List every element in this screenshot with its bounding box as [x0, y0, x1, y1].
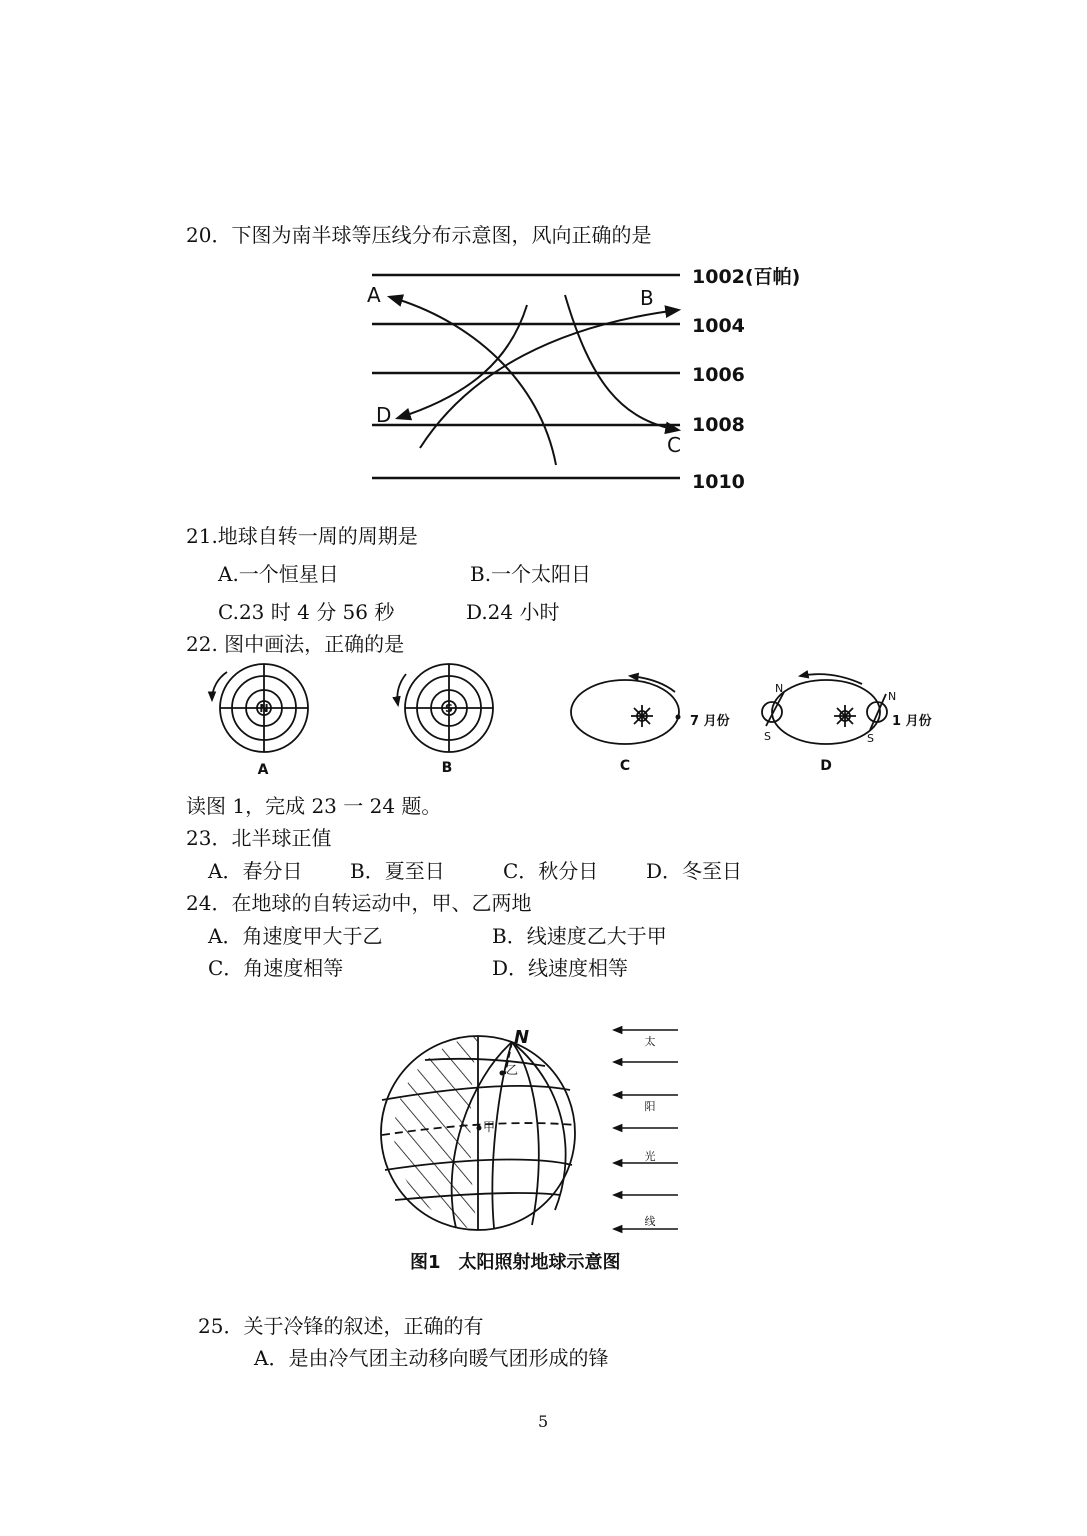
isobar-label-1006: 1006 — [692, 364, 745, 386]
diagram-d-month: 1 月份 — [892, 714, 932, 729]
diagram-a-label: A — [257, 762, 269, 778]
read-intro: 读图 1，完成 23 一 24 题。 — [186, 794, 442, 818]
sunlight-char-4: 线 — [644, 1215, 656, 1228]
diagram-a-pole: N — [259, 702, 269, 715]
q24-option-c: C．角速度相等 — [208, 956, 344, 980]
sunlight-char-3: 光 — [644, 1150, 656, 1163]
q25-option-a: A．是由冷气团主动移向暖气团形成的锋 — [254, 1346, 609, 1370]
q21-option-a: A.一个恒星日 — [218, 562, 339, 586]
figure1-yi: 乙 — [506, 1063, 519, 1077]
diagram-d-label: D — [820, 758, 832, 774]
night-side-hatching — [380, 1030, 480, 1240]
diagram-d-north-left: N — [775, 682, 784, 695]
isobar-label-1004: 1004 — [692, 315, 745, 337]
sunlight-char-1: 太 — [644, 1035, 656, 1048]
q21-option-c: C.23 时 4 分 56 秒 — [218, 600, 395, 624]
q25-stem: 25．关于冷锋的叙述，正确的有 — [198, 1314, 484, 1338]
isobar-label-1008: 1008 — [692, 414, 745, 436]
diagram-b-label: B — [441, 760, 453, 776]
point-label-b: B — [640, 286, 654, 310]
page-number: 5 — [538, 1412, 549, 1431]
point-label-a: A — [367, 283, 381, 307]
diagram-c-month: 7 月份 — [690, 714, 730, 729]
figure1-jia: 甲 — [483, 1120, 496, 1134]
q23-option-c: C．秋分日 — [503, 859, 599, 883]
diagram-c-label: C — [619, 758, 631, 774]
q24-stem: 24．在地球的自转运动中，甲、乙两地 — [186, 891, 532, 915]
diagram-d-south-left: S — [764, 730, 771, 743]
q24-option-d: D．线速度相等 — [492, 956, 629, 980]
diagram-d-south-right: S — [867, 732, 874, 745]
figure1-caption: 图1 太阳照射地球示意图 — [410, 1252, 621, 1273]
q24-option-a: A．角速度甲大于乙 — [208, 924, 383, 948]
point-yi — [500, 1071, 505, 1076]
figure1-north: N — [514, 1027, 530, 1048]
q21-option-b: B.一个太阳日 — [470, 562, 592, 586]
point-label-d: D — [376, 403, 392, 427]
point-label-c: C — [667, 433, 681, 457]
isobar-label-1002: 1002(百帕) — [692, 266, 801, 288]
q23-option-b: B．夏至日 — [350, 859, 445, 883]
diagram-b-pole: S — [445, 702, 453, 715]
q23-stem: 23．北半球正值 — [186, 826, 332, 850]
q21-option-d: D.24 小时 — [466, 600, 560, 624]
sunlight-char-2: 阳 — [644, 1100, 656, 1113]
q23-option-a: A．春分日 — [208, 859, 303, 883]
isobar-label-1010: 1010 — [692, 471, 745, 493]
q20-stem: 20．下图为南半球等压线分布示意图，风向正确的是 — [186, 223, 652, 247]
diagram-d-north-right: N — [888, 690, 897, 703]
q21-stem: 21.地球自转一周的周期是 — [186, 524, 418, 548]
q23-option-d: D．冬至日 — [646, 859, 743, 883]
point-jia — [477, 1126, 482, 1131]
q24-option-b: B．线速度乙大于甲 — [492, 924, 667, 948]
q22-stem: 22. 图中画法，正确的是 — [186, 632, 405, 656]
